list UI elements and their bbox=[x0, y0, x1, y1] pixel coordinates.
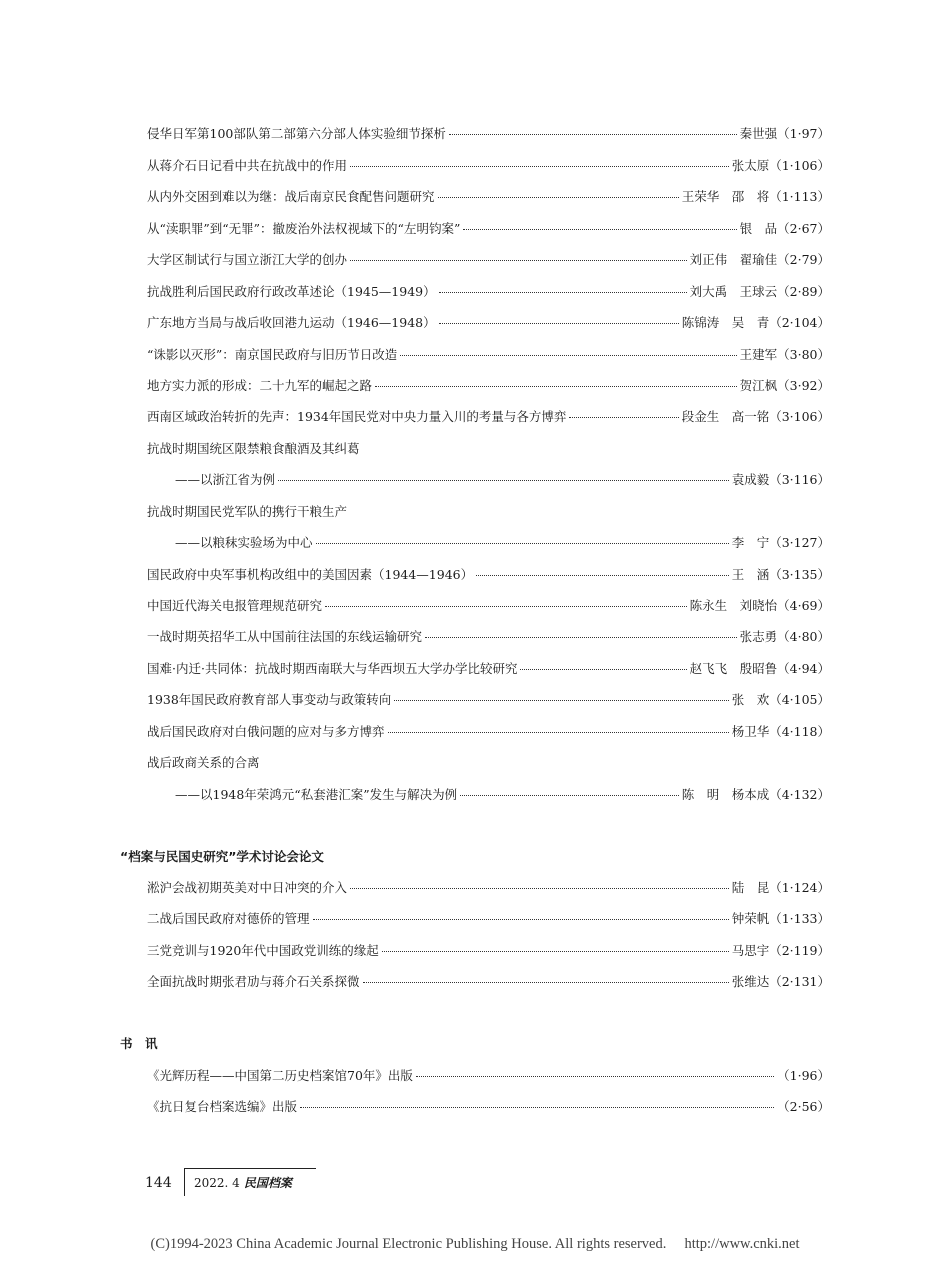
toc-entry: 从蒋介石日记看中共在抗战中的作用 张太原 （1·106） bbox=[147, 158, 830, 173]
section-heading-book-news: 书 讯 bbox=[120, 1036, 158, 1051]
toc-entry-title-line: 抗战时期国民党军队的携行干粮生产 bbox=[147, 504, 348, 519]
toc-entry: 国民政府中央军事机构改组中的美国因素（1944—1946） 王 涵 （3·135） bbox=[147, 567, 830, 582]
toc-entry: 全面抗战时期张君劢与蒋介石关系探微 张维达 （2·131） bbox=[147, 974, 830, 989]
toc-entry-subtitle: ——以1948年荣鸿元“私套港汇案”发生与解决为例 陈 明 杨本成 （4·132） bbox=[175, 787, 830, 802]
folio-rule bbox=[184, 1168, 316, 1169]
toc-entry: 1938年国民政府教育部人事变动与政策转向 张 欢 （4·105） bbox=[147, 692, 830, 707]
toc-entry: 一战时期英招华工从中国前往法国的东线运输研究 张志勇 （4·80） bbox=[147, 629, 830, 644]
toc-entry: “诛影以灭形”：南京国民政府与旧历节日改造 王建军 （3·80） bbox=[147, 347, 830, 362]
issue-label bbox=[194, 1175, 292, 1191]
toc-entry: 侵华日军第100部队第二部第六分部人体实验细节探析 秦世强 （1·97） bbox=[147, 126, 830, 141]
toc-entry: 淞沪会战初期英美对中日冲突的介入 陆 昆 （1·124） bbox=[147, 880, 830, 895]
toc-entry: 战后国民政府对白俄问题的应对与多方博弈 杨卫华 （4·118） bbox=[147, 724, 830, 739]
toc-entry: 从内外交困到难以为继：战后南京民食配售问题研究 王荣华 邵 将 （1·113） bbox=[147, 189, 830, 204]
toc-entry: 中国近代海关电报管理规范研究 陈永生 刘晓怡 （4·69） bbox=[147, 598, 830, 613]
toc-entry-subtitle: ——以粮秣实验场为中心 李 宁 （3·127） bbox=[175, 535, 830, 550]
journal-name: 民国档案 bbox=[243, 1176, 292, 1190]
toc-entry: 《抗日复台档案选编》出版 （2·56） bbox=[147, 1099, 830, 1114]
issue-number: 2022. 4 bbox=[194, 1176, 240, 1190]
toc-entry-title-line: 战后政商关系的合离 bbox=[147, 755, 260, 770]
toc-entry: 抗战胜利后国民政府行政改革述论（1945—1949） 刘大禹 王球云 （2·89） bbox=[147, 284, 830, 299]
toc-entry: 西南区域政治转折的先声：1934年国民党对中央力量入川的考量与各方博弈 段金生 高一铭 （3·106） bbox=[147, 409, 830, 424]
toc-entry: 广东地方当局与战后收回港九运动（1946—1948） 陈锦涛 吴 青 （2·104） bbox=[147, 315, 830, 330]
toc-entry: 地方实力派的形成：二十九军的崛起之路 贺江枫 （3·92） bbox=[147, 378, 830, 393]
toc-entry: 大学区制试行与国立浙江大学的创办 刘正伟 翟瑜佳 （2·79） bbox=[147, 252, 830, 267]
toc-entry-title-line: 抗战时期国统区限禁粮食酿酒及其纠葛 bbox=[147, 441, 360, 456]
copyright-notice: (C)1994-2023 China Academic Journal Electronic Publishing House. All rights reserved. http://www.cnki.net bbox=[150, 1236, 800, 1252]
toc-entry: 从“渎职罪”到“无罪”：撤废治外法权视域下的“左明钧案” 银 品 （2·67） bbox=[147, 221, 830, 236]
toc-entry-subtitle: ——以浙江省为例 袁成毅 （3·116） bbox=[175, 472, 830, 487]
page-number: 144 bbox=[145, 1175, 172, 1191]
folio-divider bbox=[184, 1168, 185, 1196]
toc-entry: 《光辉历程——中国第二历史档案馆70年》出版 （1·96） bbox=[147, 1068, 830, 1083]
section-heading-symposium: “档案与民国史研究”学术讨论会论文 bbox=[120, 849, 324, 864]
toc-entry: 二战后国民政府对德侨的管理 钟荣帆 （1·133） bbox=[147, 911, 830, 926]
toc-entry: 三党竞训与1920年代中国政党训练的缘起 马思宇 （2·119） bbox=[147, 943, 830, 958]
toc-entry: 国难·内迁·共同体：抗战时期西南联大与华西坝五大学办学比较研究 赵飞飞 殷昭鲁 （4·94） bbox=[147, 661, 830, 676]
